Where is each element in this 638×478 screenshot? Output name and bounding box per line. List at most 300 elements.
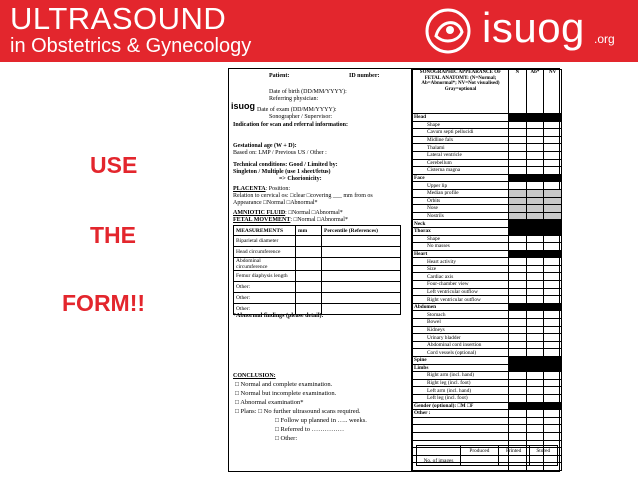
id-number-label: ID number: [349, 73, 380, 79]
checklist-item-label: Abdomen [413, 303, 509, 311]
table-row [234, 226, 401, 236]
checklist-not-visualised-cell[interactable] [544, 265, 562, 273]
conclusion-normal-incomplete[interactable]: □ Normal but incomplete examination. [235, 390, 337, 397]
plans-follow-up[interactable]: □ Follow up planned in ….. weeks. [275, 417, 367, 424]
table-row [413, 379, 562, 387]
exam-date-label: Date of exam (DD/MM/YYYY): [257, 107, 337, 113]
placenta-row [233, 186, 290, 193]
table-row [413, 410, 562, 418]
checklist-not-visualised-cell[interactable] [544, 167, 562, 175]
checklist-abnormal-cell[interactable] [526, 349, 544, 357]
table-row [413, 357, 562, 365]
table-row [413, 205, 562, 213]
checklist-normal-cell [509, 114, 527, 122]
checklist-not-visualised-cell [544, 357, 562, 365]
checklist-item-label: Shape [413, 235, 509, 243]
placenta-label: PLACENTA [233, 186, 266, 192]
checklist-not-visualised-cell [544, 174, 562, 182]
checklist-item-label: Abdominal cord insertion [413, 341, 509, 349]
brand-suffix: .org [594, 32, 615, 46]
journal-title: ULTRASOUND [10, 1, 227, 36]
checklist-item-label: Four-chamber view [413, 281, 509, 289]
checklist-normal-cell[interactable] [509, 197, 527, 205]
checklist-normal-cell[interactable] [509, 243, 527, 251]
images-table [416, 445, 558, 466]
plans-other[interactable]: □ Other: [275, 435, 298, 442]
checklist-not-visualised-cell[interactable] [544, 432, 562, 440]
checklist-not-visualised-cell[interactable] [544, 394, 562, 402]
checklist-item-label: Nostrils [413, 212, 509, 220]
checklist-not-visualised-cell[interactable] [544, 197, 562, 205]
checklist-item-label [413, 417, 509, 425]
checklist-abnormal-cell[interactable] [526, 182, 544, 190]
fetal-movement-label: FETAL MOVEMENT [233, 217, 291, 223]
measurement-mm-cell[interactable] [296, 236, 322, 247]
table-row [234, 282, 401, 293]
checklist-item-label: Right leg (incl. foot) [413, 379, 509, 387]
checklist-abnormal-cell[interactable] [526, 212, 544, 220]
checklist-item-label: Midline falx [413, 136, 509, 144]
checklist-not-visualised-cell[interactable] [544, 205, 562, 213]
table-row [417, 456, 558, 466]
table-row [234, 271, 401, 282]
checklist-abnormal-cell[interactable] [526, 129, 544, 137]
measurement-percentile-cell[interactable] [322, 271, 401, 282]
checklist-not-visualised-cell[interactable] [544, 129, 562, 137]
table-row [413, 159, 562, 167]
checklist-abnormal-cell[interactable] [526, 189, 544, 197]
checklist-normal-cell [509, 250, 527, 258]
plans-referred-to[interactable]: □ Referred to …………… [275, 426, 345, 433]
checklist-abnormal-cell[interactable] [526, 281, 544, 289]
checklist-abnormal-cell[interactable] [526, 205, 544, 213]
measurement-mm-cell[interactable] [296, 258, 322, 271]
table-row [413, 243, 562, 251]
checklist-normal-cell[interactable] [509, 410, 527, 418]
checklist-abnormal-cell [526, 303, 544, 311]
checklist-normal-cell [509, 402, 527, 410]
checklist-item-label: Right arm (incl. hand) [413, 372, 509, 380]
checklist-abnormal-cell[interactable] [526, 372, 544, 380]
checklist-not-visualised-cell[interactable] [544, 349, 562, 357]
checklist-normal-cell[interactable] [509, 129, 527, 137]
checklist-normal-cell [509, 303, 527, 311]
checklist-item-label: Spine [413, 357, 509, 365]
dob-label: Date of birth (DD/MM/YYYY): [269, 89, 347, 95]
checklist-item-label: Shape [413, 121, 509, 129]
checklist-not-visualised-cell[interactable] [544, 243, 562, 251]
checklist-normal-cell[interactable] [509, 205, 527, 213]
checklist-item-label: Cerebellum [413, 159, 509, 167]
checklist-not-visualised-cell[interactable] [544, 136, 562, 144]
checklist-not-visualised-cell[interactable] [544, 212, 562, 220]
checklist-normal-cell[interactable] [509, 136, 527, 144]
checklist-not-visualised-cell[interactable] [544, 281, 562, 289]
checklist-not-visualised-cell [544, 114, 562, 122]
sonographer-label: Sonographer / Supervisor: [269, 114, 332, 120]
checklist-not-visualised-cell[interactable] [544, 326, 562, 334]
checklist-abnormal-cell[interactable] [526, 273, 544, 281]
fetal-movement-options: : □Normal □Abnormal* [290, 217, 348, 223]
checklist-abnormal-cell[interactable] [526, 334, 544, 342]
printed-header: Printed [498, 446, 529, 456]
checklist-item-label: Left ventricular outflow [413, 288, 509, 296]
checklist-not-visualised-cell[interactable] [544, 341, 562, 349]
checklist-item-label: Thalami [413, 144, 509, 152]
indication-label: Indication for scan and referral information: [233, 122, 348, 128]
checklist-normal-cell[interactable] [509, 425, 527, 433]
conclusion-label: CONCLUSION: [233, 373, 276, 379]
measurement-percentile-cell[interactable] [322, 258, 401, 271]
checklist-abnormal-cell[interactable] [526, 167, 544, 175]
measurement-mm-cell[interactable] [296, 282, 322, 293]
checklist-normal-cell[interactable] [509, 349, 527, 357]
ultrasound-report-form [228, 68, 560, 472]
table-row [413, 281, 562, 289]
table-row [413, 174, 562, 182]
measurement-label: Other: [234, 293, 296, 304]
checklist-not-visualised-cell[interactable] [544, 159, 562, 167]
checklist-not-visualised-cell [544, 227, 562, 235]
checklist-abnormal-cell[interactable] [526, 258, 544, 266]
checklist-abnormal-cell[interactable] [526, 311, 544, 319]
checklist-not-visualised-cell[interactable] [544, 121, 562, 129]
measurement-label: Other: [234, 304, 296, 315]
checklist-not-visualised-cell[interactable] [544, 182, 562, 190]
checklist-abnormal-cell[interactable] [526, 136, 544, 144]
printed-cell[interactable] [498, 456, 529, 466]
table-row [413, 417, 562, 425]
checklist-normal-cell[interactable] [509, 326, 527, 334]
not-visualised-header: NV [544, 70, 562, 114]
table-row [234, 247, 401, 258]
checklist-normal-cell [509, 174, 527, 182]
checklist-abnormal-cell[interactable] [526, 144, 544, 152]
measurement-label: Head circumference [234, 247, 296, 258]
checklist-normal-cell[interactable] [509, 341, 527, 349]
measurement-label: Other: [234, 282, 296, 293]
checklist-normal-cell[interactable] [509, 334, 527, 342]
checklist-abnormal-cell[interactable] [526, 425, 544, 433]
checklist-not-visualised-cell[interactable] [544, 189, 562, 197]
table-row [234, 258, 401, 271]
checklist-abnormal-cell [526, 227, 544, 235]
checklist-abnormal-cell[interactable] [526, 296, 544, 304]
table-row [413, 311, 562, 319]
slide-word-use: USE [90, 152, 138, 178]
checklist-abnormal-cell[interactable] [526, 197, 544, 205]
checklist-abnormal-cell[interactable] [526, 379, 544, 387]
checklist-item-label: Neck [413, 220, 509, 228]
journal-subtitle: in Obstetrics & Gynecology [10, 35, 252, 57]
checklist-abnormal-cell[interactable] [526, 417, 544, 425]
checklist-not-visualised-cell[interactable] [544, 151, 562, 159]
produced-cell[interactable] [461, 456, 499, 466]
checklist-abnormal-cell[interactable] [526, 326, 544, 334]
table-row [413, 326, 562, 334]
singleton-multiple-label: Singleton / Multiple (use 1 sheet/fetus) [233, 169, 331, 175]
checklist-normal-cell[interactable] [509, 235, 527, 243]
chorionicity-label: => Chorionicity: [279, 176, 322, 182]
header-banner [0, 0, 638, 62]
referring-physician-label: Referring physician: [269, 96, 319, 102]
measurement-label: Biparietal diameter [234, 236, 296, 247]
checklist-item-label: Bowel [413, 319, 509, 327]
table-row [413, 129, 562, 137]
checklist-normal-cell [509, 364, 527, 372]
checklist-abnormal-cell[interactable] [526, 121, 544, 129]
amniotic-fluid-label: AMNIOTIC FLUID [233, 210, 286, 216]
checklist-item-label: Stomach [413, 311, 509, 319]
checklist-not-visualised-cell[interactable] [544, 273, 562, 281]
checklist-not-visualised-cell[interactable] [544, 334, 562, 342]
isuog-logo[interactable] [420, 2, 635, 60]
table-row [413, 227, 562, 235]
table-row [413, 144, 562, 152]
table-row [413, 182, 562, 190]
images-header-blank [417, 446, 461, 456]
abnormal-header: Ab* [526, 70, 544, 114]
gestational-age-label: Gestational age (W + D): [233, 143, 297, 149]
measurements-header: MEASUREMENTS [234, 226, 296, 236]
checklist-normal-cell[interactable] [509, 417, 527, 425]
patient-label: Patient: [269, 73, 290, 79]
checklist-normal-cell[interactable] [509, 189, 527, 197]
checklist-item-label: Cisterna magna [413, 167, 509, 175]
checklist-not-visualised-cell[interactable] [544, 372, 562, 380]
checklist-not-visualised-cell [544, 303, 562, 311]
checklist-normal-cell[interactable] [509, 121, 527, 129]
checklist-normal-cell[interactable] [509, 372, 527, 380]
checklist-item-label: Face [413, 174, 509, 182]
checklist-not-visualised-cell[interactable] [544, 319, 562, 327]
technical-conditions-label: Technical conditions: Good / Limited by: [233, 162, 338, 168]
measurement-percentile-cell[interactable] [322, 293, 401, 304]
checklist-not-visualised-cell[interactable] [544, 425, 562, 433]
placenta-appearance-row: Appearance □Normal □Abnormal* [233, 200, 318, 206]
table-row [413, 364, 562, 372]
checklist-abnormal-cell [526, 220, 544, 228]
table-row [413, 334, 562, 342]
checklist-normal-cell[interactable] [509, 387, 527, 395]
table-row [413, 167, 562, 175]
table-row [413, 319, 562, 327]
table-row [413, 151, 562, 159]
checklist-abnormal-cell [526, 364, 544, 372]
fetal-movement-row [233, 217, 348, 224]
checklist-item-label [413, 425, 509, 433]
based-on-label: Based on: LMP / Previous US / Other : [233, 150, 327, 156]
table-row [413, 258, 562, 266]
checklist-item-label: No masses [413, 243, 509, 251]
checklist-normal-cell[interactable] [509, 159, 527, 167]
checklist-normal-cell [509, 357, 527, 365]
checklist-item-label: Size [413, 265, 509, 273]
table-row [413, 121, 562, 129]
table-row [413, 341, 562, 349]
checklist-normal-cell[interactable] [509, 281, 527, 289]
table-row [413, 197, 562, 205]
checklist-not-visualised-cell[interactable] [544, 235, 562, 243]
checklist-abnormal-cell[interactable] [526, 410, 544, 418]
checklist-item-label: Cavum septi pellucidi [413, 129, 509, 137]
checklist-item-label: Heart [413, 250, 509, 258]
table-row [413, 189, 562, 197]
table-row [413, 394, 562, 402]
checklist-not-visualised-cell[interactable] [544, 258, 562, 266]
checklist-item-label: Nose [413, 205, 509, 213]
checklist-normal-cell[interactable] [509, 296, 527, 304]
measurement-mm-cell[interactable] [296, 247, 322, 258]
checklist-abnormal-cell[interactable] [526, 288, 544, 296]
checklist-normal-cell[interactable] [509, 182, 527, 190]
measurement-percentile-cell[interactable] [322, 247, 401, 258]
checklist-abnormal-cell [526, 357, 544, 365]
checklist-abnormal-cell[interactable] [526, 243, 544, 251]
checklist-item-label [413, 432, 509, 440]
stored-cell[interactable] [529, 456, 557, 466]
checklist-normal-cell[interactable] [509, 432, 527, 440]
checklist-item-label: Cardiac axis [413, 273, 509, 281]
checklist-not-visualised-cell[interactable] [544, 288, 562, 296]
measurement-percentile-cell[interactable] [322, 282, 401, 293]
isuog-emblem-icon [420, 6, 476, 56]
checklist-not-visualised-cell[interactable] [544, 311, 562, 319]
checklist-normal-cell[interactable] [509, 167, 527, 175]
measurement-percentile-cell[interactable] [322, 236, 401, 247]
cervical-relation-row: Relation to cervical os: □clear □covering ___ mm from os [233, 193, 373, 199]
table-row [413, 220, 562, 228]
checklist-abnormal-cell[interactable] [526, 387, 544, 395]
checklist-item-label: Cord vessels (optional) [413, 349, 509, 357]
checklist-item-label: Orbits [413, 197, 509, 205]
percentile-header: Percentile (References) [322, 226, 401, 236]
brand-name: isuog [482, 4, 585, 51]
table-row [413, 114, 562, 122]
checklist-not-visualised-cell[interactable] [544, 379, 562, 387]
checklist-not-visualised-cell [544, 364, 562, 372]
form-left-column [229, 69, 411, 471]
table-row [413, 349, 562, 357]
checklist-item-label: Thorax [413, 227, 509, 235]
checklist-normal-cell [509, 220, 527, 228]
amniotic-fluid-row [233, 210, 343, 217]
table-row [413, 296, 562, 304]
checklist-abnormal-cell[interactable] [526, 432, 544, 440]
checklist-not-visualised-cell [544, 402, 562, 410]
checklist-normal-cell[interactable] [509, 144, 527, 152]
measurements-table [233, 225, 401, 315]
produced-header: Produced [461, 446, 499, 456]
checklist-normal-cell[interactable] [509, 319, 527, 327]
checklist-not-visualised-cell[interactable] [544, 387, 562, 395]
table-row [413, 387, 562, 395]
checklist-not-visualised-cell[interactable] [544, 296, 562, 304]
images-count-label: No. of images [417, 456, 461, 466]
checklist-normal-cell[interactable] [509, 273, 527, 281]
checklist-item-label: Median profile [413, 189, 509, 197]
checklist-abnormal-cell[interactable] [526, 394, 544, 402]
form-isuog-logo: isuog [231, 101, 255, 111]
amniotic-fluid-options: : □Normal □Abnormal* [285, 210, 343, 216]
checklist-item-label: Heart activity [413, 258, 509, 266]
checklist-not-visualised-cell[interactable] [544, 410, 562, 418]
checklist-normal-cell[interactable] [509, 311, 527, 319]
table-row [413, 425, 562, 433]
checklist-not-visualised-cell [544, 220, 562, 228]
stored-header: Stored [529, 446, 557, 456]
measurement-mm-cell[interactable] [296, 271, 322, 282]
checklist-item-label: Urinary bladder [413, 334, 509, 342]
checklist-abnormal-cell[interactable] [526, 341, 544, 349]
checklist-abnormal-cell [526, 402, 544, 410]
measurement-mm-cell[interactable] [296, 293, 322, 304]
table-row [413, 432, 562, 440]
checklist-normal-cell[interactable] [509, 265, 527, 273]
table-row [234, 293, 401, 304]
slide-word-the: THE [90, 222, 136, 248]
checklist-normal-cell[interactable] [509, 212, 527, 220]
checklist-item-label: Limbs [413, 364, 509, 372]
checklist-abnormal-cell [526, 114, 544, 122]
checklist-abnormal-cell [526, 250, 544, 258]
checklist-not-visualised-cell [544, 250, 562, 258]
placenta-position: : Position: [265, 186, 291, 192]
checklist-abnormal-cell [526, 174, 544, 182]
checklist-normal-cell[interactable] [509, 151, 527, 159]
checklist-item-label: Right ventricular outflow [413, 296, 509, 304]
form-right-column [411, 69, 561, 471]
table-row [413, 235, 562, 243]
checklist-not-visualised-cell[interactable] [544, 144, 562, 152]
table-row [413, 402, 562, 410]
checklist-abnormal-cell[interactable] [526, 235, 544, 243]
anatomy-header: SONOGRAPHIC APPEARANCE OF FETAL ANATOMY: (N=Normal; Ab=Abnormal*; NV=Not visualised) Gray=optional [413, 70, 509, 114]
checklist-abnormal-cell[interactable] [526, 159, 544, 167]
checklist-abnormal-cell[interactable] [526, 151, 544, 159]
checklist-item-label: Other : [413, 410, 509, 418]
plans-no-further-scans[interactable]: □ Plans: □ No further ultrasound scans required. [235, 408, 361, 415]
checklist-abnormal-cell[interactable] [526, 319, 544, 327]
checklist-abnormal-cell[interactable] [526, 265, 544, 273]
table-row [413, 70, 562, 114]
table-row [413, 372, 562, 380]
mm-header: mm [296, 226, 322, 236]
checklist-not-visualised-cell[interactable] [544, 417, 562, 425]
table-row [413, 273, 562, 281]
fetal-anatomy-checklist [412, 69, 562, 471]
table-row [234, 236, 401, 247]
conclusion-abnormal[interactable]: □ Abnormal examination* [235, 399, 304, 406]
table-row [413, 136, 562, 144]
checklist-item-label: Left arm (incl. hand) [413, 387, 509, 395]
measurement-label: Femur diaphysis length [234, 271, 296, 282]
table-row [413, 212, 562, 220]
checklist-item-label: Head [413, 114, 509, 122]
checklist-normal-cell[interactable] [509, 394, 527, 402]
slide-word-form: FORM!! [62, 290, 146, 316]
measurement-percentile-cell[interactable] [322, 304, 401, 315]
checklist-normal-cell [509, 227, 527, 235]
checklist-normal-cell[interactable] [509, 379, 527, 387]
normal-header: N [509, 70, 527, 114]
checklist-normal-cell[interactable] [509, 258, 527, 266]
measurement-label: Abdominal circumference [234, 258, 296, 271]
checklist-normal-cell[interactable] [509, 288, 527, 296]
checklist-item-label: Kidneys [413, 326, 509, 334]
conclusion-normal-complete[interactable]: □ Normal and complete examination. [235, 381, 333, 388]
table-row [413, 303, 562, 311]
